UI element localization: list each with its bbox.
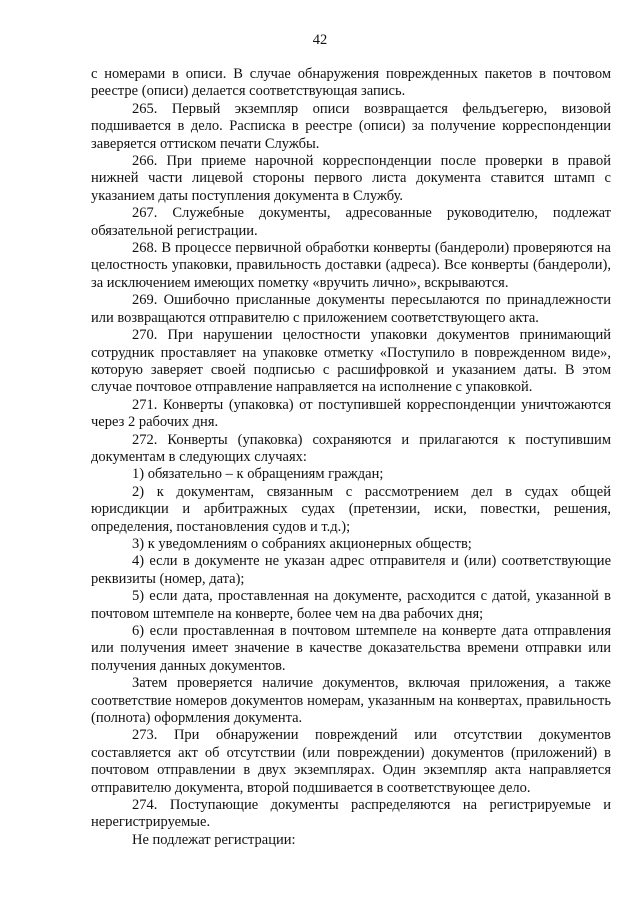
paragraph-271: 271. Конверты (упаковка) от поступившей корреспонденции уничтожаются через 2 рабочих дня. bbox=[91, 396, 611, 431]
paragraph-268: 268. В процессе первичной обработки конверты (бандероли) проверяются на целостность упаковки, правильность доставки (адреса). Все конверты (бандероли), за исключением имеющих пометку «вручить лично», вскрываются. bbox=[91, 240, 611, 291]
paragraph-274: 274. Поступающие документы распределяются на регистрируемые и нерегистрируемые. bbox=[91, 797, 611, 831]
paragraph-verification: Затем проверяется наличие документов, включая приложения, а также соответствие номеров документов номерам, указанным на конвертах, правильность (полнота) оформления документа. bbox=[91, 675, 611, 727]
list-item-5: 5) если дата, проставленная на документе, расходится с датой, указанной в почтовом штемпеле на конверте, более чем на два рабочих дня; bbox=[91, 588, 611, 622]
paragraph-272: 272. Конверты (упаковка) сохраняются и прилагаются к поступившим документам в следующих случаях: bbox=[91, 431, 611, 465]
paragraph-265: 265. Первый экземпляр описи возвращается фельдъегерю, визовой подшивается в дело. Расписка в реестре (описи) за получение корреспонденции заверяется оттиском печати Службы. bbox=[91, 100, 611, 152]
list-item-2: 2) к документам, связанным с рассмотрением дел в судах общей юрисдикции и арбитражных судах (претензии, иски, повестки, решения, определения, постановления судов и т.д.); bbox=[91, 483, 611, 535]
list-item-3: 3) к уведомлениям о собраниях акционерных обществ; bbox=[132, 535, 472, 552]
list-item-6: 6) если проставленная в почтовом штемпеле на конверте дата отправления или получения имеет значение в качестве доказательства времени отправки или получения данных документов. bbox=[91, 623, 611, 674]
list-item-4: 4) если в документе не указан адрес отправителя и (или) соответствующие реквизиты (номер, дата); bbox=[91, 553, 611, 587]
paragraph-267: 267. Служебные документы, адресованные руководителю, подлежат обязательной регистрации. bbox=[91, 205, 611, 239]
document-body bbox=[91, 66, 611, 849]
page-number: 42 bbox=[312, 32, 328, 48]
paragraph-not-registered: Не подлежат регистрации: bbox=[132, 831, 296, 848]
paragraph-266: 266. При приеме нарочной корреспонденции после проверки в правой нижней части лицевой стороны первого листа документа ставится штамп с указанием даты поступления документа в Службу. bbox=[91, 153, 611, 204]
paragraph-270: 270. При нарушении целостности упаковки документов принимающий сотрудник проставляет на упаковке отметку «Поступило в поврежденном виде», которую заверяет своей подписью с расшифровкой и указанием даты. В этом случае почтовое отправление направляется на исполнение с упаковкой. bbox=[91, 327, 611, 396]
paragraph-continuation: с номерами в описи. В случае обнаружения поврежденных пакетов в почтовом реестре (описи) делается соответствующая запись. bbox=[91, 66, 611, 100]
paragraph-273: 273. При обнаружении повреждений или отсутствии документов составляется акт об отсутствии (или повреждении) документов (приложений) в почтовом отправлении в двух экземплярах. Один экземпляр акта направляется отправителю документа, второй подшивается в соответствующее дело. bbox=[91, 727, 611, 796]
list-item-1: 1) обязательно – к обращениям граждан; bbox=[132, 466, 384, 483]
paragraph-269: 269. Ошибочно присланные документы пересылаются по принадлежности или возвращаются отправителю с приложением соответствующего акта. bbox=[91, 292, 611, 326]
